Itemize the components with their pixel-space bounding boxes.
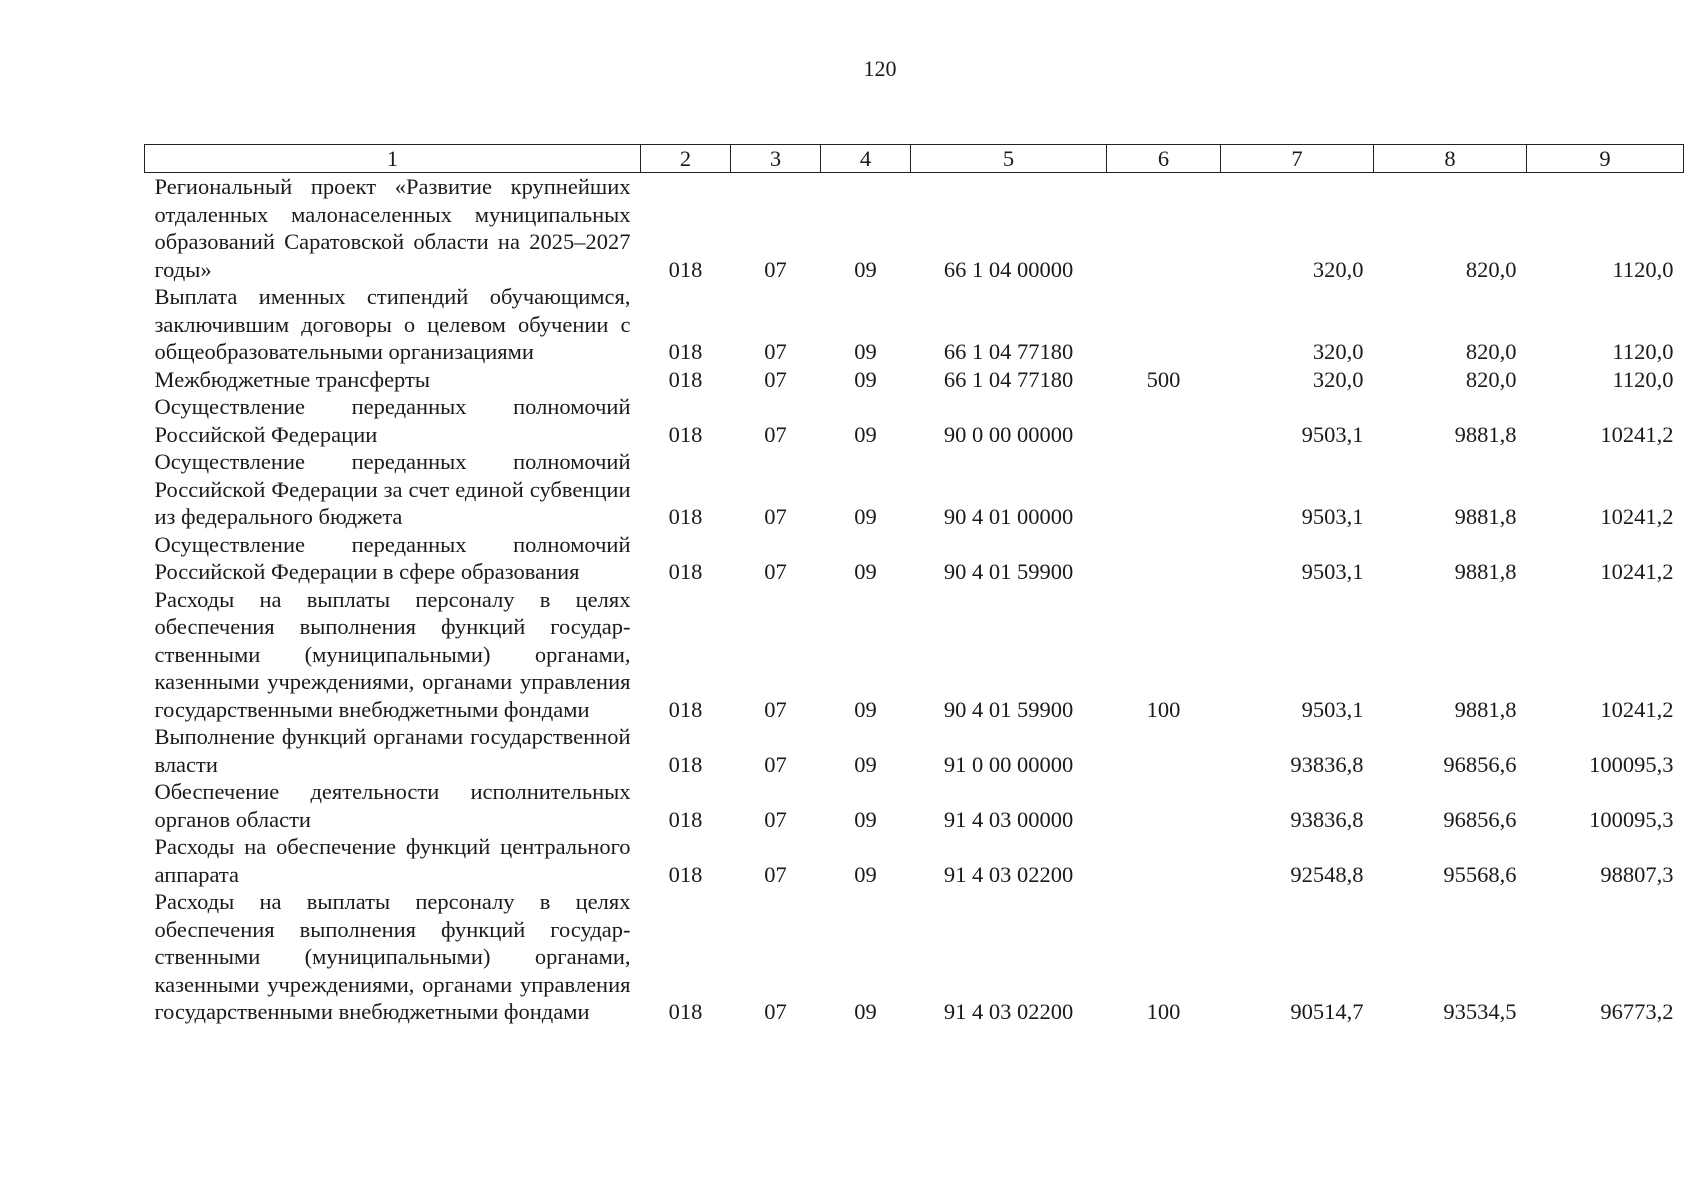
cell-expense-type [1107,173,1221,284]
cell-amount-9: 98807,3 [1600,861,1674,887]
column-header: 9 [1527,145,1684,173]
cell-section: 07 [764,559,787,584]
cell-ministry: 018 [668,421,703,447]
cell-amount-8: 96856,6 [1443,751,1517,777]
table-row [145,173,1684,284]
cell-subsection: 09 [854,751,877,777]
cell-section: 07 [764,504,787,529]
cell-amount-7: 9503,1 [1301,504,1364,529]
table-row [145,833,1684,888]
cell-section: 07 [764,999,787,1024]
page-number: 120 [863,56,897,81]
cell-section: 07 [764,861,787,887]
cell-ministry: 018 [668,999,703,1024]
table-row [145,531,1684,586]
column-header: 8 [1374,145,1527,173]
cell-target-article: 66 1 04 77180 [943,339,1074,364]
cell-subsection: 09 [854,256,877,282]
cell-amount-9: 1120,0 [1612,339,1674,364]
cell-amount-8: 820,0 [1465,256,1517,282]
cell-section: 07 [764,339,787,364]
cell-subsection: 09 [854,339,877,364]
cell-ministry: 018 [668,366,703,392]
cell-amount-9: 1120,0 [1612,366,1674,392]
cell-amount-9: 96773,2 [1600,999,1674,1024]
cell-ministry: 018 [668,559,703,584]
cell-subsection: 09 [854,366,877,392]
cell-amount-9: 10241,2 [1600,421,1674,447]
row-name: Расходы на выплаты персоналу в целях обеспечения выполнения функций государственными (муниципальными) органами, казенными учреждениями, органами управления государственными внебюджетными фондами [154,586,631,722]
cell-amount-7: 93836,8 [1290,751,1364,777]
table-row [145,586,1684,724]
cell-amount-7: 320,0 [1312,339,1364,364]
table-row [145,283,1684,366]
row-name: Осуществление переданных полномочий Российской Федерации в сфере образования [154,531,631,584]
cell-amount-9: 10241,2 [1600,504,1674,529]
cell-amount-8: 820,0 [1465,366,1517,392]
table-row [145,778,1684,833]
column-header: 1 [145,145,641,173]
cell-ministry: 018 [668,339,703,364]
cell-subsection: 09 [854,806,877,832]
cell-expense-type [1107,531,1221,586]
cell-ministry: 018 [668,504,703,529]
cell-expense-type: 100 [1146,696,1181,722]
cell-expense-type [1107,283,1221,366]
table-row [145,888,1684,1026]
cell-amount-7: 93836,8 [1290,806,1364,832]
cell-amount-9: 100095,3 [1589,806,1674,832]
cell-amount-9: 10241,2 [1600,696,1674,722]
cell-ministry: 018 [668,256,703,282]
table-row [145,723,1684,778]
cell-subsection: 09 [854,504,877,529]
row-name: Расходы на выплаты персоналу в целях обеспечения выполнения функций государственными (муниципальными) органами, казенными учреждениями, органами управления государственными внебюджетными фондами [154,889,631,1024]
cell-ministry: 018 [668,751,703,777]
cell-section: 07 [764,421,787,447]
cell-expense-type: 100 [1146,999,1181,1024]
cell-amount-8: 9881,8 [1454,421,1517,447]
cell-amount-9: 100095,3 [1589,751,1674,777]
cell-section: 07 [764,806,787,832]
row-name: Осуществление переданных полномочий Российской Федерации за счет единой субвенции из федерального бюджета [154,449,631,529]
column-header: 6 [1107,145,1221,173]
cell-target-article: 91 4 03 02200 [943,861,1074,887]
cell-expense-type [1107,393,1221,448]
table-row [145,448,1684,531]
cell-amount-8: 96856,6 [1443,806,1517,832]
cell-amount-7: 92548,8 [1290,861,1364,887]
cell-expense-type [1107,723,1221,778]
column-header: 3 [731,145,821,173]
budget-table [144,144,1684,1026]
cell-section: 07 [764,696,787,722]
table-row [145,366,1684,394]
cell-amount-9: 1120,0 [1612,256,1674,282]
cell-subsection: 09 [854,696,877,722]
cell-target-article: 90 0 00 00000 [943,421,1074,447]
cell-section: 07 [764,366,787,392]
table-row [145,393,1684,448]
column-header: 4 [821,145,911,173]
cell-expense-type [1107,448,1221,531]
cell-target-article: 90 4 01 00000 [943,504,1074,529]
column-header: 2 [641,145,731,173]
row-name: Выплата именных стипендий обучающимся, заключившим договоры о целевом обучении с общеобразовательными организациями [154,284,631,364]
cell-amount-7: 9503,1 [1301,421,1364,447]
cell-target-article: 90 4 01 59900 [943,696,1074,722]
cell-amount-7: 9503,1 [1301,696,1364,722]
cell-amount-7: 320,0 [1312,366,1364,392]
cell-expense-type: 500 [1146,366,1181,392]
cell-section: 07 [764,751,787,777]
cell-target-article: 66 1 04 00000 [943,256,1074,282]
cell-target-article: 91 4 03 00000 [943,806,1074,832]
row-name: Региональный проект «Развитие крупнейших отдаленных малонаселенных муниципальных образований Саратовской области на 2025–2027 годы» [154,174,631,282]
row-name: Осуществление переданных полномочий Российской Федерации [154,394,631,447]
cell-amount-7: 320,0 [1312,256,1364,282]
cell-target-article: 90 4 01 59900 [943,559,1074,584]
cell-target-article: 91 4 03 02200 [943,999,1074,1024]
cell-amount-8: 9881,8 [1454,559,1517,584]
cell-amount-8: 93534,5 [1443,999,1517,1024]
row-name: Обеспечение деятельности исполнительных органов области [154,779,631,832]
row-name: Выполнение функций органами государственной власти [154,724,631,777]
cell-amount-8: 95568,6 [1443,861,1517,887]
cell-amount-8: 9881,8 [1454,696,1517,722]
column-header: 5 [911,145,1107,173]
cell-expense-type [1107,778,1221,833]
row-name: Межбюджетные трансферты [154,366,430,392]
cell-subsection: 09 [854,559,877,584]
cell-amount-7: 90514,7 [1290,999,1364,1024]
cell-ministry: 018 [668,696,703,722]
cell-amount-7: 9503,1 [1301,559,1364,584]
cell-ministry: 018 [668,861,703,887]
header-row [145,145,1684,173]
column-header: 7 [1221,145,1374,173]
cell-amount-8: 820,0 [1465,339,1517,364]
cell-subsection: 09 [854,999,877,1024]
row-name: Расходы на обеспечение функций центрального аппарата [154,834,631,887]
cell-amount-8: 9881,8 [1454,504,1517,529]
cell-section: 07 [764,256,787,282]
cell-amount-9: 10241,2 [1600,559,1674,584]
cell-target-article: 91 0 00 00000 [943,751,1074,777]
cell-subsection: 09 [854,421,877,447]
cell-expense-type [1107,833,1221,888]
cell-target-article: 66 1 04 77180 [943,366,1074,392]
cell-subsection: 09 [854,861,877,887]
cell-ministry: 018 [668,806,703,832]
